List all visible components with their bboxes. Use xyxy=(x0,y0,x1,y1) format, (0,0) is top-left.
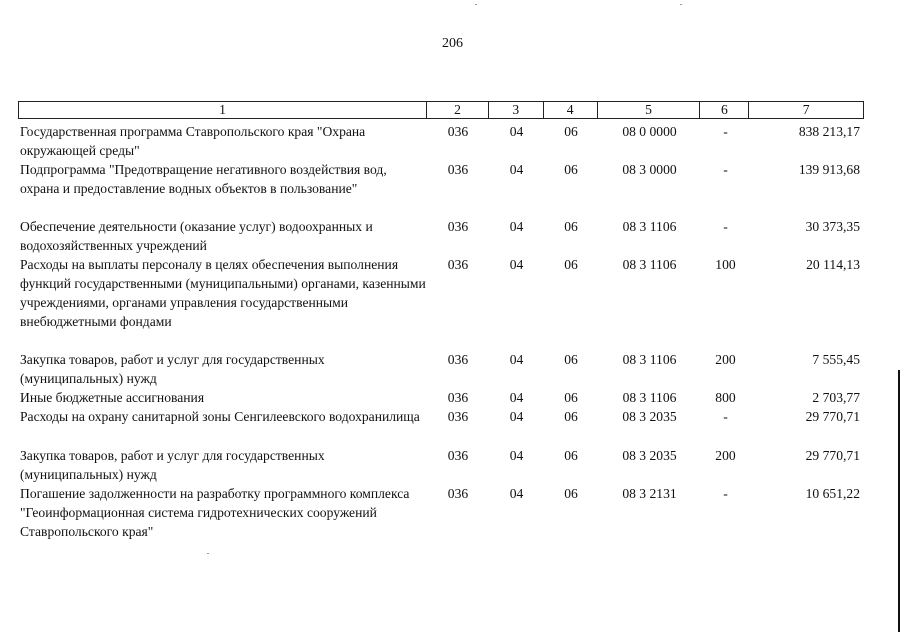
table-row xyxy=(18,446,864,484)
row-description: Закупка товаров, работ и услуг для государственных (муниципальных) нужд xyxy=(20,352,325,386)
row-target-article: 08 3 2035 xyxy=(622,448,677,463)
row-amount: 29 770,71 xyxy=(805,448,860,463)
row-amount: 7 555,45 xyxy=(812,352,860,367)
row-target-article: 08 0 0000 xyxy=(622,124,677,139)
table-row xyxy=(18,350,864,388)
row-expense-type: - xyxy=(723,486,728,501)
row-target-article: 08 3 1106 xyxy=(622,352,677,367)
scan-speck xyxy=(475,4,477,5)
row-expense-type: - xyxy=(723,409,728,424)
table-row xyxy=(18,160,864,217)
row-ministry-code: 036 xyxy=(447,124,469,139)
row-ministry-code: 036 xyxy=(447,219,469,234)
row-ministry-code: 036 xyxy=(447,409,469,424)
row-amount: 20 114,13 xyxy=(806,257,860,272)
row-amount: 838 213,17 xyxy=(798,124,860,139)
header-col-4: 4 xyxy=(544,102,598,118)
table-row xyxy=(18,484,864,541)
row-expense-type: 100 xyxy=(715,257,736,272)
row-subsection: 06 xyxy=(564,409,578,424)
row-section: 04 xyxy=(509,162,524,177)
row-target-article: 08 3 1106 xyxy=(622,257,677,272)
row-expense-type: - xyxy=(723,162,728,177)
row-target-article: 08 3 2131 xyxy=(622,486,677,501)
row-amount: 139 913,68 xyxy=(798,162,860,177)
header-col-3: 3 xyxy=(489,102,544,118)
header-col-7: 7 xyxy=(802,102,810,117)
table-header xyxy=(18,101,864,119)
row-amount: 10 651,22 xyxy=(805,486,860,501)
row-ministry-code: 036 xyxy=(447,390,469,405)
row-amount: 2 703,77 xyxy=(812,390,860,405)
table-row xyxy=(18,217,864,255)
row-amount: 29 770,71 xyxy=(805,409,860,424)
row-section: 04 xyxy=(509,257,524,272)
row-description: Погашение задолженности на разработку программного комплекса "Геоинформационная система гидротехнических сооружений Ставропольского края" xyxy=(20,486,410,539)
row-target-article: 08 3 0000 xyxy=(622,162,677,177)
row-section: 04 xyxy=(509,390,524,405)
row-expense-type: - xyxy=(723,219,728,234)
row-description: Государственная программа Ставропольского края "Охрана окружающей среды" xyxy=(20,124,366,158)
row-section: 04 xyxy=(509,448,524,463)
row-ministry-code: 036 xyxy=(447,448,469,463)
row-target-article: 08 3 1106 xyxy=(622,219,677,234)
row-description: Расходы на охрану санитарной зоны Сенгилеевского водохранилища xyxy=(20,409,420,424)
row-section: 04 xyxy=(509,352,524,367)
row-section: 04 xyxy=(509,219,524,234)
page-number: 206 xyxy=(442,36,463,51)
row-ministry-code: 036 xyxy=(447,352,469,367)
table-row xyxy=(18,388,864,407)
row-section: 04 xyxy=(509,409,524,424)
row-ministry-code: 036 xyxy=(447,257,469,272)
row-description: Расходы на выплаты персоналу в целях обеспечения выполнения функций государственными (муниципальными) органами, казенными учреждениями, органами управления государственными внебюджетными фондами xyxy=(20,257,426,329)
row-subsection: 06 xyxy=(564,257,578,272)
row-subsection: 06 xyxy=(564,124,578,139)
row-subsection: 06 xyxy=(564,352,578,367)
row-section: 04 xyxy=(509,486,524,501)
row-section: 04 xyxy=(509,124,524,139)
row-subsection: 06 xyxy=(564,486,578,501)
scan-speck xyxy=(680,4,682,5)
header-col-2: 2 xyxy=(427,102,489,118)
row-subsection: 06 xyxy=(564,390,578,405)
scan-edge-line xyxy=(898,370,900,632)
row-target-article: 08 3 1106 xyxy=(622,390,677,405)
row-expense-type: 200 xyxy=(715,448,736,463)
header-col-6: 6 xyxy=(700,102,749,118)
row-description: Обеспечение деятельности (оказание услуг) водоохранных и водохозяйственных учреждений xyxy=(20,219,373,253)
row-description: Подпрограмма "Предотвращение негативного воздействия вод, охрана и предоставление водных объектов в пользование" xyxy=(20,162,387,196)
header-col-5: 5 xyxy=(598,102,701,118)
row-expense-type: - xyxy=(723,124,728,139)
table-row xyxy=(18,255,864,350)
table-body xyxy=(18,122,864,541)
row-expense-type: 800 xyxy=(715,390,736,405)
row-ministry-code: 036 xyxy=(447,162,469,177)
row-description: Иные бюджетные ассигнования xyxy=(20,390,205,405)
row-subsection: 06 xyxy=(564,219,578,234)
row-subsection: 06 xyxy=(564,162,578,177)
row-subsection: 06 xyxy=(564,448,578,463)
row-ministry-code: 036 xyxy=(447,486,469,501)
row-expense-type: 200 xyxy=(715,352,736,367)
header-col-1: 1 xyxy=(19,102,427,118)
row-amount: 30 373,35 xyxy=(805,219,860,234)
scan-speck xyxy=(207,553,209,554)
row-description: Закупка товаров, работ и услуг для государственных (муниципальных) нужд xyxy=(20,448,325,482)
row-target-article: 08 3 2035 xyxy=(622,409,677,424)
table-row xyxy=(18,407,864,446)
table-row xyxy=(18,122,864,160)
